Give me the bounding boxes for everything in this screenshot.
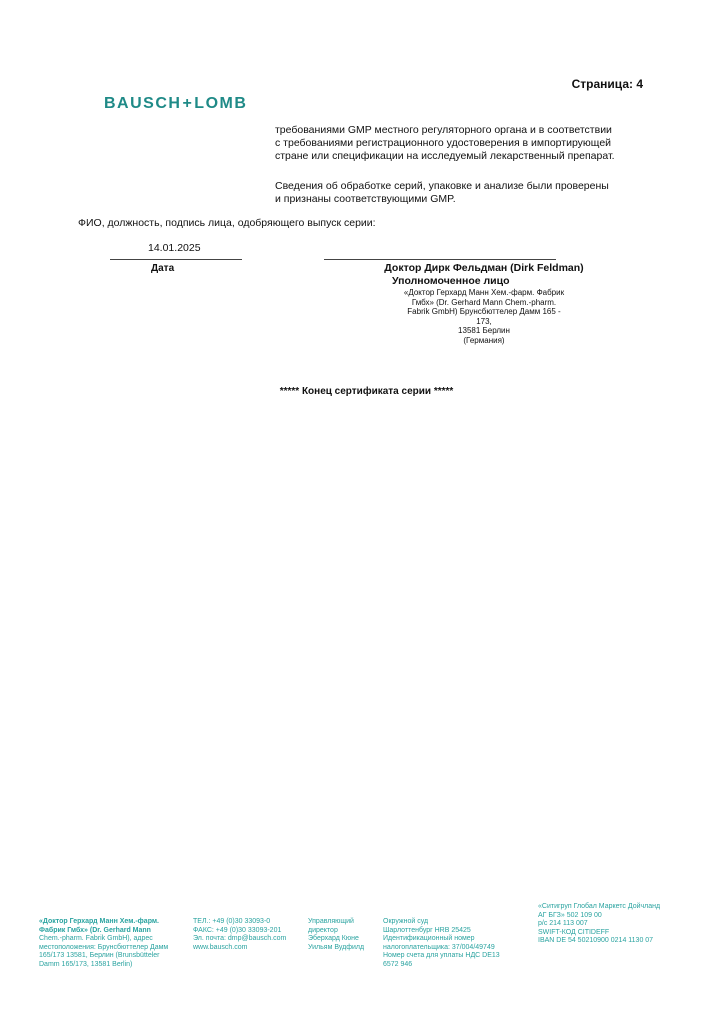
footer-line: АГ БГЗ» 502 109 00	[538, 911, 602, 919]
footer-bank-details	[538, 903, 688, 946]
footer-line: Фабрик Гмбх» (Dr. Gerhard Mann	[39, 926, 151, 934]
signature-line	[324, 259, 556, 260]
signer-name: Доктор Дирк Фельдман (Dirk Feldman)	[384, 262, 584, 274]
footer-contact-info	[193, 918, 303, 952]
footer-directors	[308, 918, 378, 952]
footer-line: «Ситигруп Глобал Маркетс Дойчланд	[538, 903, 661, 910]
footer-company-info	[39, 918, 189, 970]
footer-line: р/с 214 113 007	[538, 920, 588, 928]
footer-line: 6572 946	[383, 960, 413, 968]
address-line: «Доктор Герхард Манн Хем.-фарм. Фабрик	[403, 288, 565, 297]
address-line: 173,	[476, 316, 492, 326]
gmp-compliance-paragraph: требованиями GMP местного регуляторного органа и в соответствии с требованиями регистрационного удостоверения в импортирующей стране или спецификации на исследуемый лекарственный препарат.	[275, 124, 615, 162]
footer-line: Эберхард Кюне	[308, 935, 359, 943]
footer-line: Номер счета для уплаты НДС DE13	[383, 952, 500, 960]
logo-right-word: LOMB	[194, 95, 248, 112]
footer-line: 165/173 13581, Берлин (Brunsbütteler	[39, 952, 160, 960]
signer-label: ФИО, должность, подпись лица, одобряющего выпуск серии:	[78, 217, 376, 229]
footer-line: Управляющий	[308, 918, 354, 925]
page-number: Страница: 4	[571, 77, 643, 91]
footer-line: Damm 165/173, 13581 Berlin)	[39, 960, 133, 968]
logo-plus-icon: +	[182, 95, 194, 112]
footer-line: налогоплательщика: 37/004/49749	[383, 943, 495, 951]
footer-line: Окружной суд	[383, 918, 429, 925]
footer-line: IBAN DE 54 50210900 0214 1130 07	[538, 937, 654, 945]
date-line	[110, 259, 242, 260]
logo-left-word: BAUSCH	[104, 95, 182, 112]
footer-line: Уильям Вудфилд	[308, 943, 365, 951]
footer-line: местоположения: Брунсбюттелер Дамм	[39, 943, 169, 951]
footer-website: www.bausch.com	[193, 943, 248, 951]
footer-registration	[383, 918, 528, 970]
signer-address	[398, 288, 570, 345]
address-line: Гмбх» (Dr. Gerhard Mann Chem.-pharm.	[411, 297, 557, 307]
footer-line: Chem.-pharm. Fabrik GmbH), адрес	[39, 935, 153, 943]
signer-role: Уполномоченное лицо	[392, 275, 510, 287]
footer-line: «Доктор Герхард Манн Хем.-фарм.	[39, 918, 160, 925]
address-line: (Германия)	[463, 335, 505, 345]
footer-line: директор	[308, 926, 338, 934]
end-of-certificate-marker: ***** Конец сертификата серии *****	[279, 386, 454, 397]
address-line: Fabrik GmbH) Брунсбюттелер Дамм 165 -	[407, 307, 561, 316]
signature-date: 14.01.2025	[148, 242, 201, 254]
footer-fax: ФАКС: +49 (0)30 33093-201	[193, 926, 282, 934]
batch-review-paragraph: Сведения об обработке серий, упаковке и анализе были проверены и признаны соответствующими GMP.	[275, 180, 609, 205]
footer-email: Эл. почта: dmp@bausch.com	[193, 935, 287, 943]
company-logo	[104, 95, 247, 113]
footer-line: Идентификационный номер	[383, 935, 475, 943]
footer-line: SWIFT-КОД CITIDEFF	[538, 928, 610, 936]
address-line: 13581 Берлин	[458, 326, 510, 335]
footer-line: Шарлоттенбург HRB 25425	[383, 926, 471, 934]
footer-phone: ТЕЛ.: +49 (0)30 33093-0	[193, 918, 271, 925]
signer-block	[356, 262, 612, 345]
date-caption: Дата	[151, 263, 175, 274]
